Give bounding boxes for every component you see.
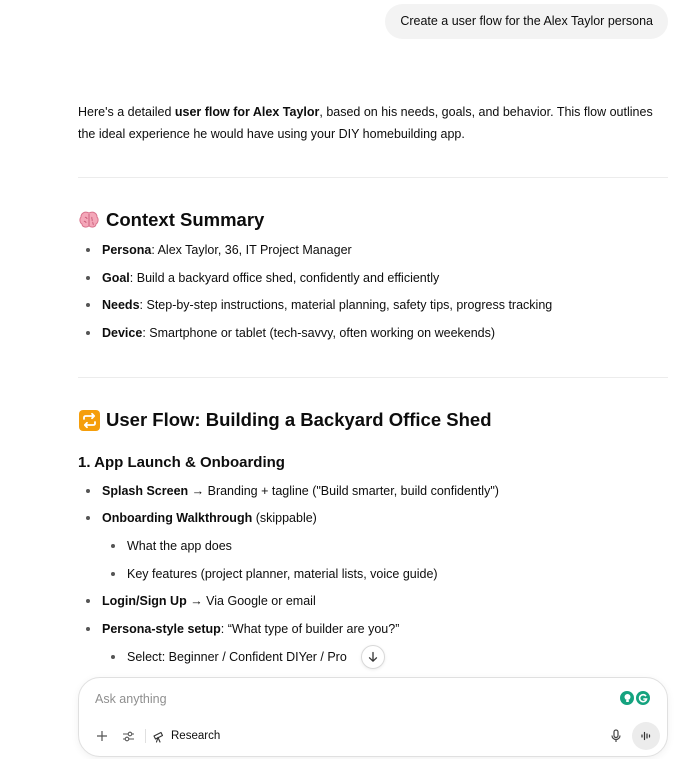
intro-text-bold: user flow for Alex Taylor [174, 105, 320, 119]
sub-list-item: Select: Beginner / Confident DIYer / Pro [127, 648, 347, 666]
toolbar-divider [145, 729, 146, 743]
voice-mode-button[interactable] [632, 722, 660, 750]
list-item: Goal: Build a backyard office shed, confidently and efficiently [102, 269, 439, 287]
grammarly-badges [620, 691, 650, 705]
composer [78, 677, 668, 757]
context-summary-heading [78, 208, 264, 232]
arrow-down-icon [367, 651, 379, 663]
list-item: Login/Sign Up → Via Google or email [102, 592, 316, 610]
tools-sliders-icon[interactable] [117, 725, 139, 747]
microphone-icon[interactable] [606, 726, 626, 746]
waveform-icon [640, 730, 652, 742]
prompt-input[interactable] [95, 690, 575, 708]
intro-text-start: Here's a detailed [78, 105, 175, 119]
grammarly-g-icon[interactable] [636, 691, 650, 705]
grammarly-bulb-icon[interactable] [620, 691, 634, 705]
composer-toolbar [91, 725, 220, 747]
list-item: Needs: Step-by-step instructions, material planning, safety tips, progress tracking [102, 296, 552, 314]
scroll-down-button[interactable] [361, 645, 385, 669]
list-item: Persona-style setup: “What type of builder are you?” [102, 620, 399, 638]
step-heading: 1. App Launch & Onboarding [78, 454, 285, 471]
telescope-icon [152, 730, 165, 743]
divider [78, 177, 668, 178]
intro-paragraph [78, 101, 668, 145]
list-item: Device: Smartphone or tablet (tech-savvy, often working on weekends) [102, 324, 495, 342]
repeat-icon [78, 409, 100, 431]
user-message-bubble [385, 4, 668, 39]
brain-icon [78, 209, 100, 231]
research-label: Research [171, 730, 221, 742]
divider [78, 377, 668, 378]
list-item: Onboarding Walkthrough (skippable) [102, 509, 317, 527]
plus-icon[interactable] [91, 725, 113, 747]
context-summary-heading-text: Context Summary [106, 209, 265, 230]
user-flow-heading-text: User Flow: Building a Backyard Office Shed [106, 409, 492, 430]
sub-list-item: What the app does [127, 537, 232, 555]
list-item: Splash Screen → Branding + tagline ("Build smarter, build confidently") [102, 482, 499, 500]
sub-list-item: Key features (project planner, material lists, voice guide) [127, 565, 438, 583]
user-message-text: Create a user flow for the Alex Taylor persona [400, 14, 653, 28]
user-flow-heading [78, 408, 492, 432]
list-item: Persona: Alex Taylor, 36, IT Project Manager [102, 241, 352, 259]
intro-text-end: , based on his needs, goals, and behavior. This flow outlines the ideal experience he would have using your DIY homebuilding app. [78, 105, 653, 141]
research-button[interactable] [152, 725, 220, 747]
